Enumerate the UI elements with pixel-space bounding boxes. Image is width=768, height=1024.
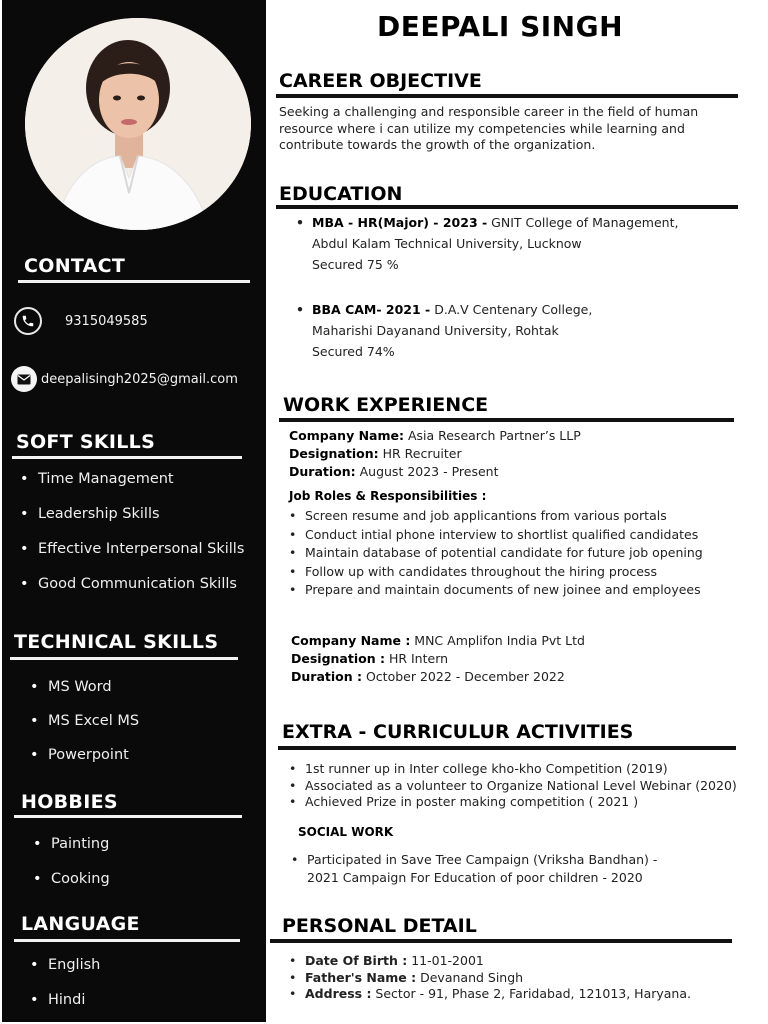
- education-divider: [276, 205, 738, 209]
- hobbies-heading: HOBBIES: [21, 791, 118, 813]
- list-item: • Prepare and maintain documents of new joinee and employees: [289, 581, 749, 600]
- work-experience-divider: [279, 418, 734, 422]
- list-item: • Screen resume and job applicantions from various portals: [289, 507, 749, 526]
- career-objective-heading: CAREER OBJECTIVE: [279, 70, 482, 92]
- technical-skills-heading: TECHNICAL SKILLS: [14, 631, 219, 653]
- job-details: Company Name : MNC Amplifon India Pvt Ltd Designation : HR Intern Duration : October 2022 - December 2022: [291, 633, 585, 684]
- list-item: • Powerpoint: [30, 747, 139, 781]
- social-work-text: • Participated in Save Tree Campaign (Vriksha Bandhan) - 2021 Campaign For Education of poor children - 2020: [291, 852, 658, 885]
- social-work-heading: SOCIAL WORK: [298, 825, 394, 839]
- list-item: • Father's Name : Devanand Singh: [289, 970, 759, 987]
- language-list: [30, 957, 100, 1024]
- list-item: • Painting: [33, 836, 110, 871]
- list-item: • Associated as a volunteer to Organize National Level Webinar (2020): [289, 778, 759, 795]
- work-experience-heading: WORK EXPERIENCE: [283, 394, 489, 416]
- career-objective-divider: [276, 94, 738, 98]
- job-roles-heading: Job Roles & Responsibilities :: [289, 489, 487, 503]
- list-item: • Follow up with candidates throughout the hiring process: [289, 563, 749, 582]
- education-item: • BBA CAM- 2021 - D.A.V Centenary College, Maharishi Dayanand University, Rohtak Secured 74%: [312, 299, 742, 362]
- list-item: • Date Of Birth : 11-01-2001: [289, 953, 759, 970]
- phone-icon: [14, 307, 42, 335]
- language-divider: [14, 939, 240, 942]
- technical-skills-divider: [10, 657, 238, 660]
- soft-skills-divider: [12, 456, 242, 459]
- list-item: • Cooking: [33, 871, 110, 906]
- soft-skills-list: [20, 471, 244, 611]
- list-item: • Maintain database of potential candidate for future job opening: [289, 544, 749, 563]
- list-item: • Leadership Skills: [20, 506, 244, 541]
- extra-curricular-list: [289, 761, 759, 811]
- job-roles-list: [289, 507, 749, 600]
- list-item: • MS Excel MS: [30, 713, 139, 747]
- hobbies-list: [33, 836, 110, 906]
- list-item: • Address : Sector - 91, Phase 2, Faridabad, 121013, Haryana.: [289, 986, 759, 1003]
- language-heading: LANGUAGE: [21, 913, 140, 935]
- technical-skills-list: [30, 679, 139, 781]
- phone-number[interactable]: 9315049585: [65, 313, 148, 329]
- profile-photo: [25, 18, 251, 230]
- hobbies-divider: [14, 815, 242, 818]
- list-item: • Hindi: [30, 992, 100, 1024]
- job-details: Company Name: Asia Research Partner’s LLP Designation: HR Recruiter Duration: August 2023 - Present: [289, 428, 581, 479]
- mail-icon: [11, 366, 37, 392]
- contact-heading: CONTACT: [24, 255, 126, 277]
- extra-curricular-heading: EXTRA - CURRICULUR ACTIVITIES: [282, 721, 634, 743]
- soft-skills-heading: SOFT SKILLS: [16, 431, 156, 453]
- email-address[interactable]: deepalisingh2025@gmail.com: [41, 371, 238, 387]
- email-row: [11, 366, 238, 392]
- education-heading: EDUCATION: [279, 183, 403, 205]
- list-item: • Time Management: [20, 471, 244, 506]
- contact-divider: [18, 280, 250, 283]
- personal-detail-divider: [270, 939, 732, 943]
- list-item: • MS Word: [30, 679, 139, 713]
- personal-detail-list: [289, 953, 759, 1003]
- list-item: • 1st runner up in Inter college kho-kho Competition (2019): [289, 761, 759, 778]
- career-objective-text: Seeking a challenging and responsible career in the field of human resource where i can utilize my competencies while learning and contribute towards the growth of the organization.: [279, 104, 699, 152]
- education-item: • MBA - HR(Major) - 2023 - GNIT College of Management, Abdul Kalam Technical University, Lucknow Secured 75 %: [312, 212, 742, 275]
- list-item: • Good Communication Skills: [20, 576, 244, 611]
- list-item: • Effective Interpersonal Skills: [20, 541, 244, 576]
- list-item: • English: [30, 957, 100, 992]
- candidate-name: DEEPALI SINGH: [376, 10, 624, 43]
- sidebar: [2, 0, 266, 1022]
- phone-row: [14, 307, 148, 335]
- extra-curricular-divider: [278, 746, 736, 750]
- personal-detail-heading: PERSONAL DETAIL: [282, 915, 477, 937]
- list-item: • Achieved Prize in poster making competition ( 2021 ): [289, 794, 759, 811]
- list-item: • Conduct intial phone interview to shortlist qualified candidates: [289, 526, 749, 545]
